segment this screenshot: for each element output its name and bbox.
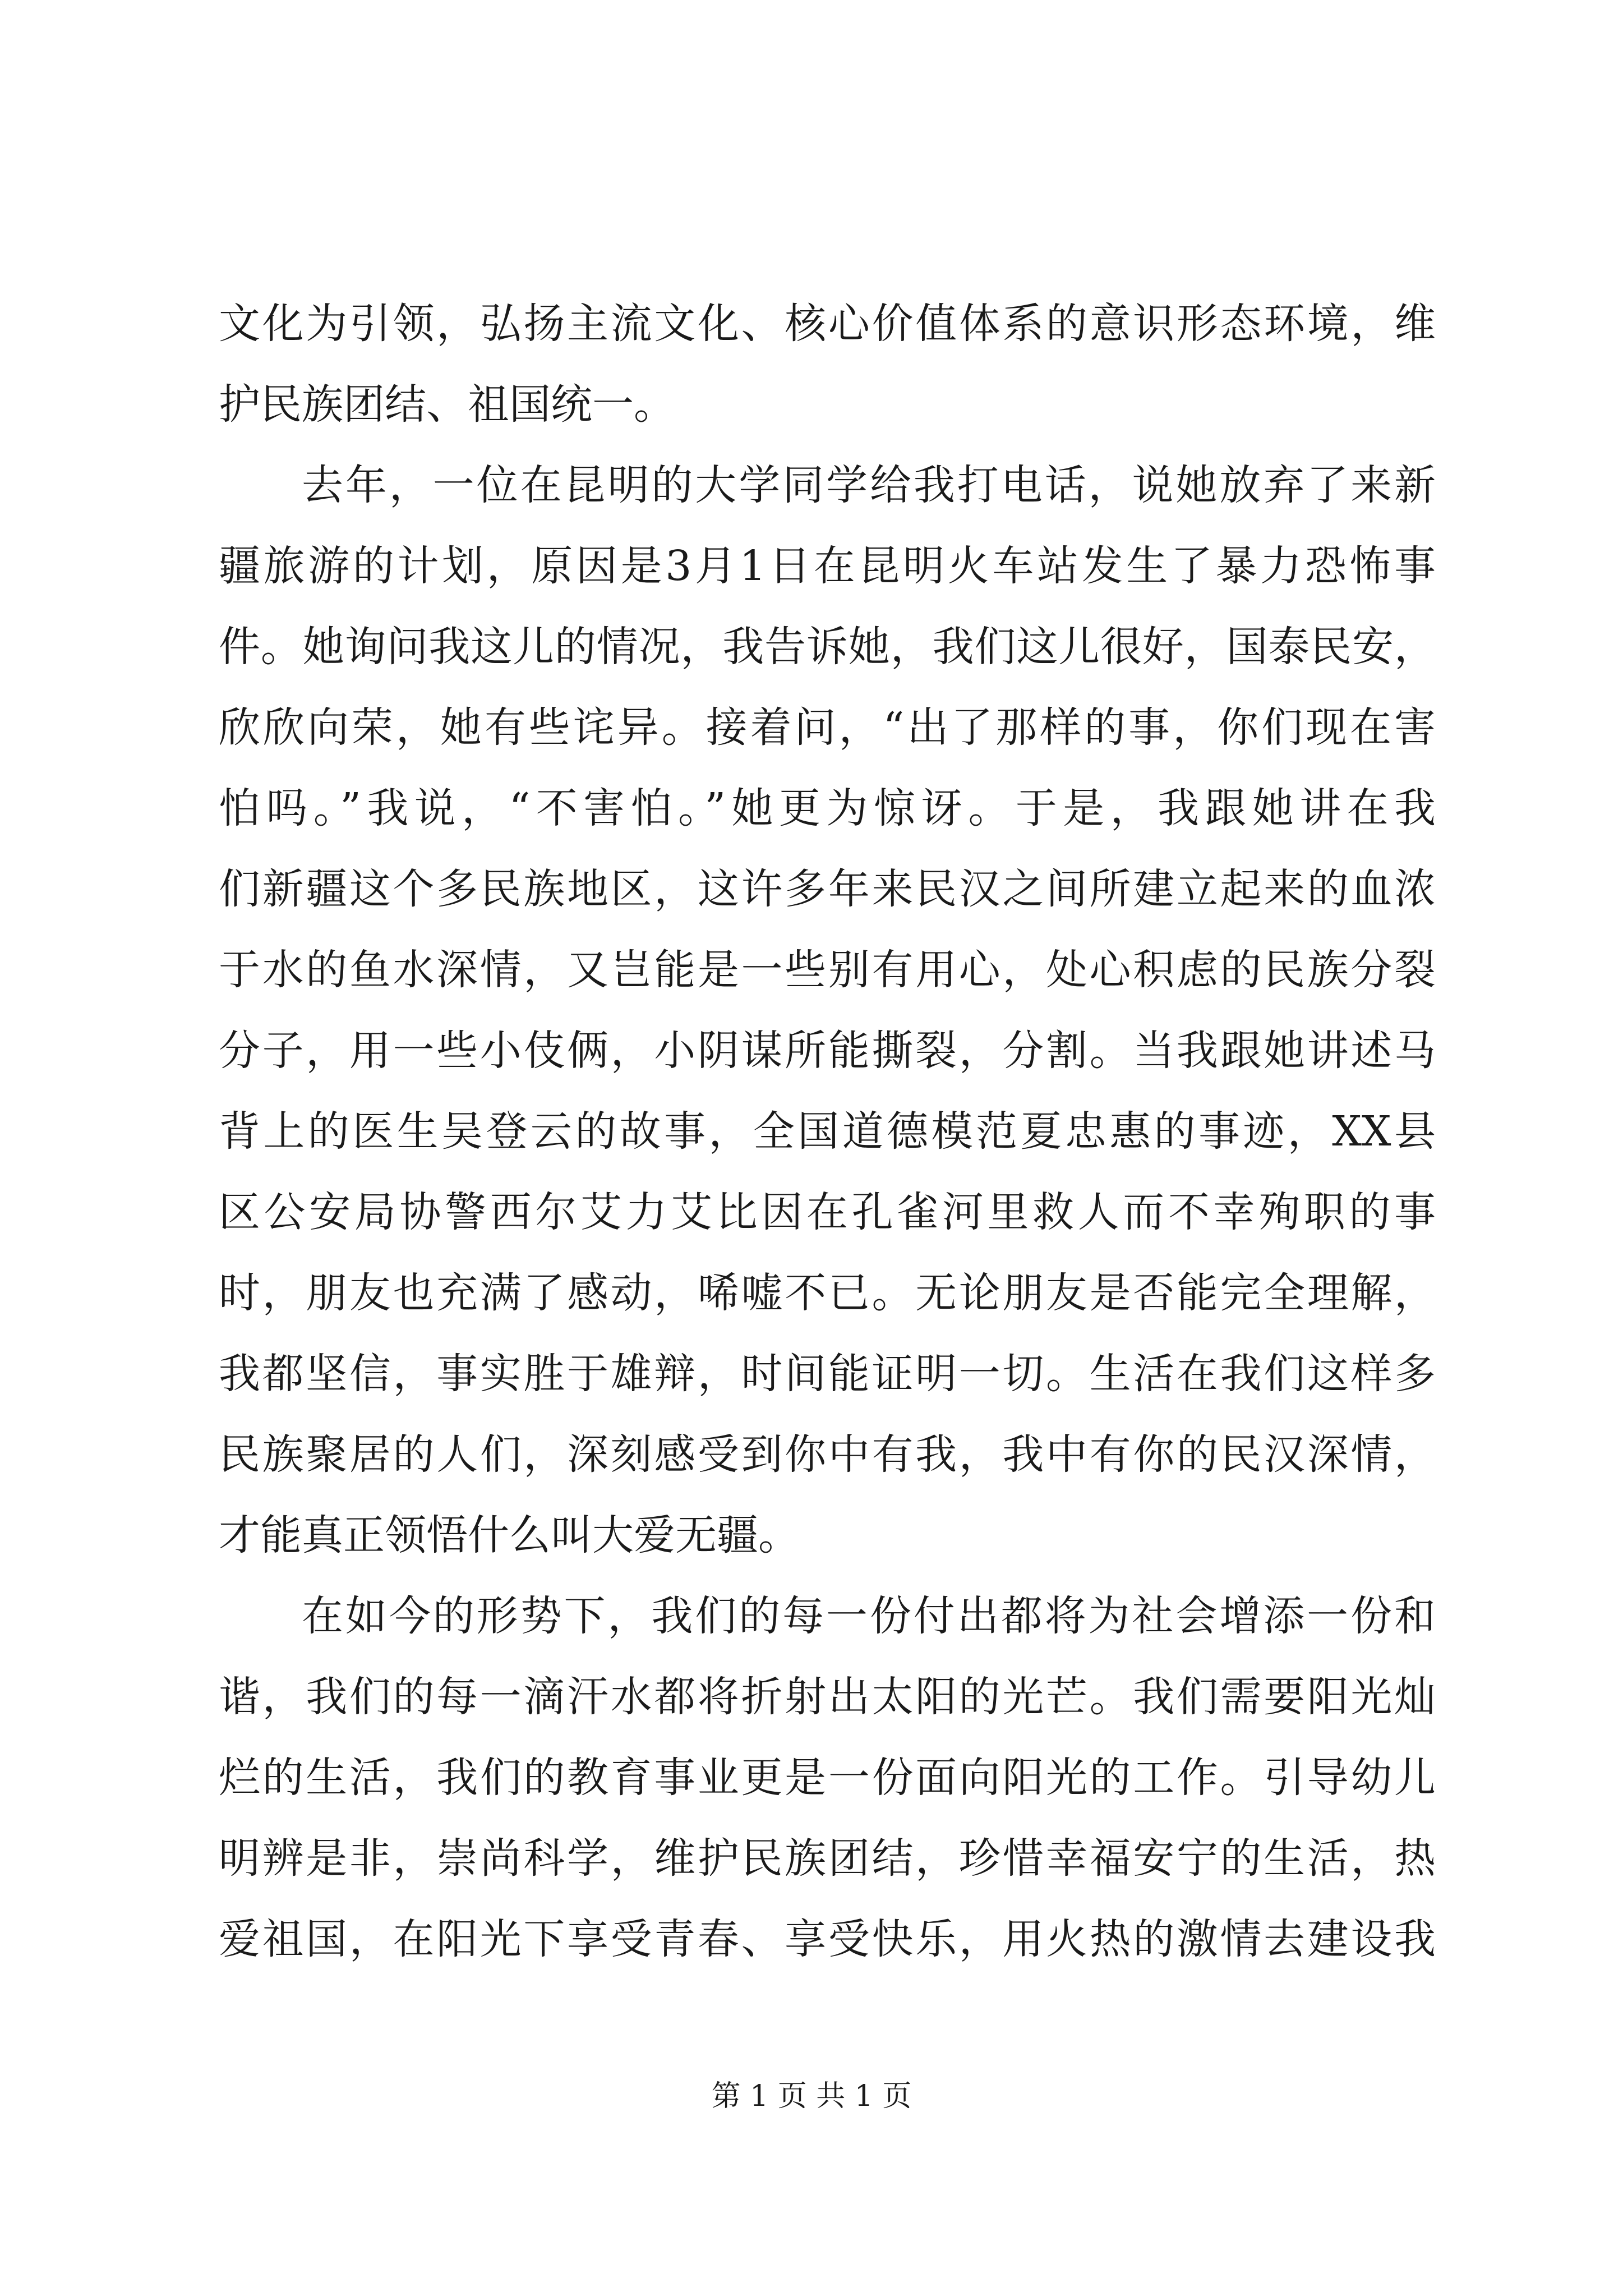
line-text: 烂的生活，我们的教育事业更是一份面向阳光的工作。引导幼儿 bbox=[219, 1754, 1436, 1802]
line-text: 民族聚居的人们，深刻感受到你中有我，我中有你的民汉深情， bbox=[219, 1430, 1436, 1479]
text-line bbox=[219, 930, 1436, 1010]
document-body bbox=[219, 283, 1436, 1980]
line-text: 才能真正领悟什么叫大爱无疆。 bbox=[219, 1511, 800, 1559]
text-line bbox=[219, 1576, 1436, 1657]
line-text: 怕吗。”我说，“不害怕。”她更为惊讶。于是，我跟她讲在我 bbox=[219, 784, 1436, 832]
text-line bbox=[219, 1818, 1436, 1899]
text-line bbox=[219, 1172, 1436, 1253]
text-line bbox=[219, 1495, 1436, 1576]
line-text: 我都坚信，事实胜于雄辩，时间能证明一切。生活在我们这样多 bbox=[219, 1350, 1436, 1398]
text-line bbox=[219, 606, 1436, 687]
line-text: 爱祖国，在阳光下享受青春、享受快乐，用火热的激情去建设我 bbox=[219, 1915, 1436, 1963]
text-line bbox=[219, 1253, 1436, 1333]
page-number-label: 第 1 页 共 1 页 bbox=[711, 2079, 912, 2113]
text-line bbox=[219, 687, 1436, 768]
line-text: 疆旅游的计划，原因是3月1日在昆明火车站发生了暴力恐怖事 bbox=[219, 542, 1436, 590]
page-footer bbox=[0, 2077, 1623, 2116]
line-text: 时，朋友也充满了感动，唏嘘不已。无论朋友是否能完全理解， bbox=[219, 1269, 1436, 1317]
line-text: 区公安局协警西尔艾力艾比因在孔雀河里救人而不幸殉职的事 bbox=[219, 1188, 1436, 1236]
line-text: 谐，我们的每一滴汗水都将折射出太阳的光芒。我们需要阳光灿 bbox=[219, 1673, 1436, 1721]
text-line bbox=[219, 1091, 1436, 1172]
text-line bbox=[219, 445, 1436, 526]
text-line bbox=[219, 1333, 1436, 1414]
text-line bbox=[219, 1657, 1436, 1737]
text-line bbox=[219, 1899, 1436, 1980]
line-text: 于水的鱼水深情，又岂能是一些别有用心，处心积虑的民族分裂 bbox=[219, 946, 1436, 994]
text-line bbox=[219, 768, 1436, 849]
line-text: 去年，一位在昆明的大学同学给我打电话，说她放弃了来新 bbox=[302, 461, 1436, 509]
text-line bbox=[219, 1737, 1436, 1818]
line-text: 分子，用一些小伎俩，小阴谋所能撕裂，分割。当我跟她讲述马 bbox=[219, 1027, 1436, 1075]
text-line bbox=[219, 283, 1436, 364]
line-text: 明辨是非，崇尚科学，维护民族团结，珍惜幸福安宁的生活，热 bbox=[219, 1834, 1436, 1883]
line-text: 在如今的形势下，我们的每一份付出都将为社会增添一份和 bbox=[302, 1592, 1436, 1640]
text-line bbox=[219, 526, 1436, 606]
text-line bbox=[219, 1010, 1436, 1091]
line-text: 背上的医生吴登云的故事，全国道德模范夏忠惠的事迹，XX县 bbox=[219, 1107, 1436, 1156]
text-line bbox=[219, 1414, 1436, 1495]
line-text: 件。她询问我这儿的情况，我告诉她，我们这儿很好，国泰民安， bbox=[219, 623, 1436, 671]
line-text: 们新疆这个多民族地区，这许多年来民汉之间所建立起来的血浓 bbox=[219, 865, 1436, 913]
line-text: 欣欣向荣，她有些诧异。接着问，“出了那样的事，你们现在害 bbox=[219, 703, 1436, 752]
text-line bbox=[219, 849, 1436, 930]
line-text: 护民族团结、祖国统一。 bbox=[219, 380, 675, 429]
line-text: 文化为引领，弘扬主流文化、核心价值体系的意识形态环境，维 bbox=[219, 300, 1436, 348]
text-line bbox=[219, 364, 1436, 445]
